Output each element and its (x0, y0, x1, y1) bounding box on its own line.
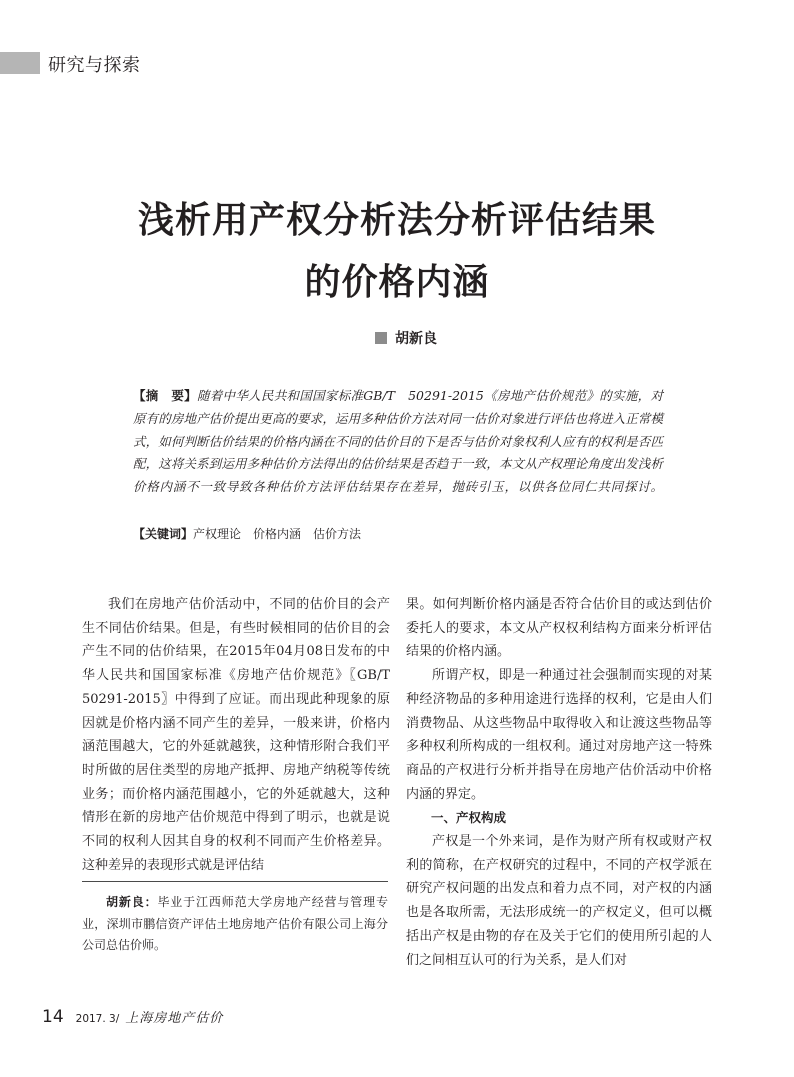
author-bio (82, 892, 388, 957)
body-paragraph: 果。如何判断价格内涵是否符合估价目的或达到估价委托人的要求，本文从产权权利结构方面来分析评估结果的价格内涵。 (406, 597, 712, 660)
section-bar (0, 52, 40, 74)
article-title-line-1: 浅析用产权分析法分析评估结果 (137, 200, 656, 241)
body-paragraph: 产权是一个外来词，是作为财产所有权或财产权利的简称，在产权研究的过程中，不同的产权学派在研究产权问题的出发点和着力点不同，对产权的内涵也是各取所需，无法形成统一的产权定义，但可以概括出产权是由物的存在及关于它们的使用所引起的人们之间相互认可的行为关系，是人们对 (406, 834, 712, 968)
author-name: 胡新良 (395, 331, 437, 347)
body-paragraph: 我们在房地产估价活动中，不同的估价目的会产生不同估价结果。但是，有些时候相同的估价目的会产生不同的估价结果，在2015年04月08日发布的中华人民共和国国家标准《房地产估价规范》〖GB/T 50291-2015〗中得到了应证。而出现此种现象的原因就是价格内涵不同产生的差异，一般来讲，价格内涵范围越大，它的外延就越狭，这种情形附合我们平时所做的居住类型的房地产抵押、房地产纳税等传统业务；而价格内涵范围越小，它的外延就越大，这种情形在新的房地产估价规范中得到了明示，也就是说不同的权利人因其自身的权利不同而产生价格差异。这种差异的表现形式就是评估结 (82, 597, 390, 873)
section-label: 研究与探索 (48, 55, 141, 76)
abstract-label: 【摘 要】 (133, 388, 197, 403)
author-square-icon (375, 332, 387, 344)
article-title-line-2: 的价格内涵 (304, 262, 490, 303)
page-number: 14 (42, 1007, 64, 1027)
body-paragraph: 所谓产权，即是一种通过社会强制而实现的对某种经济物品的多种用途进行选择的权利，它是由人们消费物品、从这些物品中取得收入和让渡这些物品等多种权利所构成的一组权利。通过对房地产这一特殊商品的产权进行分析并指导在房地产估价活动中价格内涵的界定。 (406, 668, 712, 802)
abstract-text: 随着中华人民共和国国家标准GB/T 50291-2015《房地产估价规范》的实施，对原有的房地产估价提出更高的要求，运用多种估价方法对同一估价对象进行评估也将进入正常模式，如何判断估价结果的价格内涵在不同的估价目的下是否与估价对象权利人应有的权利是否匹配，这将关系到运用多种估价方法得出的估价结果是否趋于一致，本文从产权理论角度出发浅析价格内涵不一致导致各种估价方法评估结果存在差异，抛砖引玉，以供各位同仁共同探讨。 (133, 388, 663, 495)
section-heading: 一、产权构成 (431, 810, 507, 826)
author-bio-text: 毕业于江西师范大学房地产经营与管理专业，深圳市鹏信资产评估土地房地产估价有限公司上海分公司总估价师。 (82, 895, 388, 952)
footnote-divider (82, 881, 388, 882)
issue-number: 2017. 3/ (75, 1013, 120, 1025)
journal-name: 上海房地产估价 (125, 1011, 224, 1026)
abstract (133, 385, 663, 499)
keywords-text: 产权理论 价格内涵 估价方法 (193, 527, 362, 541)
body-right-column (406, 593, 712, 972)
author-bio-label: 胡新良： (106, 895, 158, 909)
author-byline (375, 329, 437, 347)
keywords-label: 【关键词】 (133, 527, 194, 541)
page-footer (42, 1007, 223, 1033)
keywords (133, 524, 663, 544)
body-left-column (82, 593, 390, 877)
